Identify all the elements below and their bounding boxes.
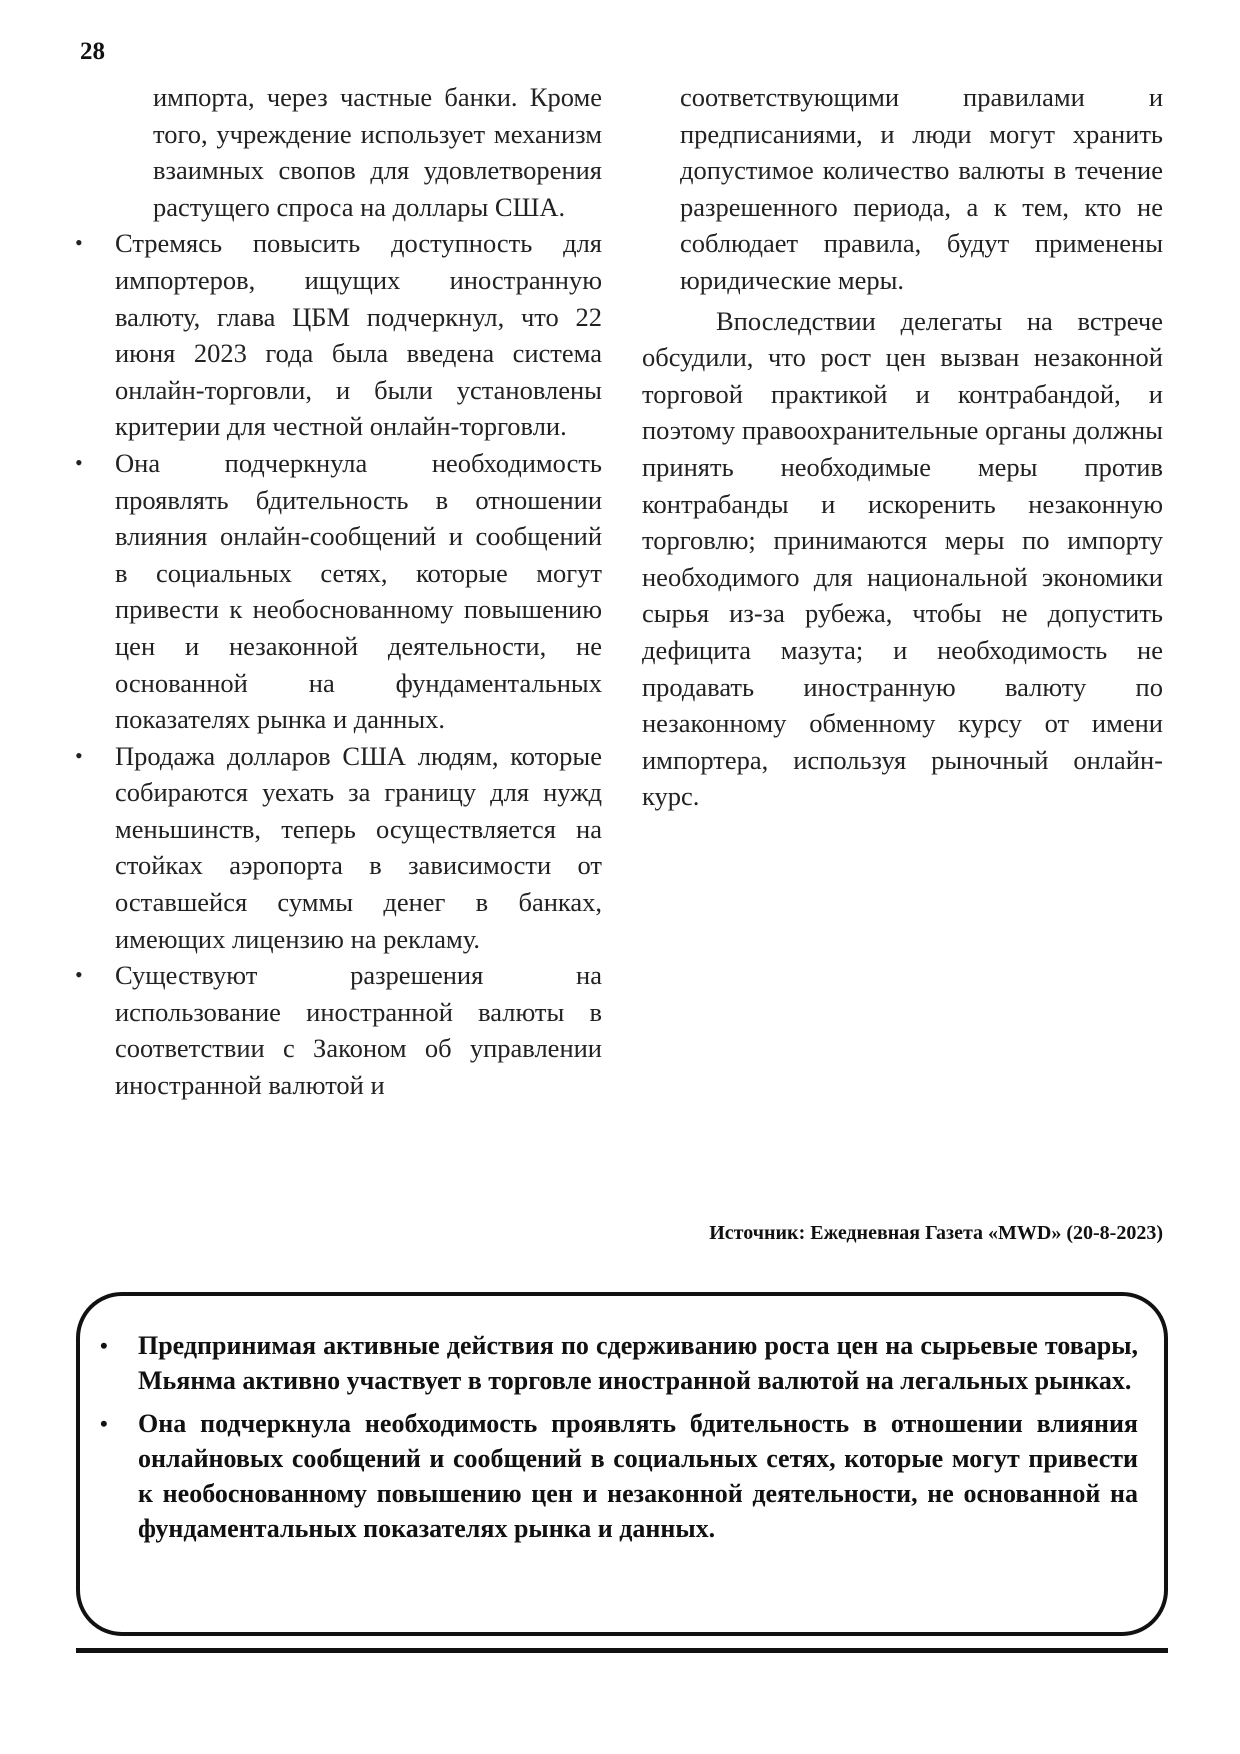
source-citation: Источник: Ежедневная Газета «MWD» (20-8-2023) — [709, 1222, 1163, 1244]
right-continuation-paragraph: соответствующими правилами и предписаниями, и люди могут хранить допустимое количество валюты в течение разрешенного периода, а к тем, кто не соблюдает правила, будут применены юридические меры. — [680, 82, 1163, 295]
bullet-icon: • — [75, 230, 83, 256]
summary-item-text: Предпринимая активные действия по сдерживанию роста цен на сырьевые товары, Мьянма активно участвует в торговле иностранной валютой на легальных рынках. — [138, 1331, 1138, 1395]
list-item-text: Продажа долларов США людям, которые собираются уехать за границу для нужд меньшинств, теперь осуществляется на стойках аэропорта в зависимости от оставшейся суммы денег в банках, имеющих лицензию на рекламу. — [115, 740, 602, 954]
right-body-paragraph: Впоследствии делегаты на встрече обсудили, что рост цен вызван незаконной торговой практикой и контрабандой, и поэтому правоохранительные органы должны принять необходимые меры против контрабанды и искоренить незаконную торговлю; принимаются меры по импорту необходимого для национальной экономики сырья из-за рубежа, чтобы не допустить дефицита мазута; и необходимость не продавать иностранную валюту по незаконному обменному курсу от имени импортера, используя рыночный онлайн-курс. — [642, 305, 1163, 812]
summary-item — [100, 1406, 1138, 1546]
summary-box — [76, 1292, 1168, 1636]
page-number: 28 — [80, 38, 105, 65]
left-column — [75, 79, 602, 1104]
summary-item-text: Она подчеркнула необходимость проявлять бдительность в отношении влияния онлайновых сообщений и сообщений в социальных сетях, которые могут привести к необоснованному повышению цен и незаконной деятельности, не основанной на фундаментальных показателях рынка и данных. — [138, 1409, 1138, 1543]
list-item — [75, 957, 602, 1103]
list-item-text: Стремясь повысить доступность для импортеров, ищущих иностранную валюту, глава ЦБМ подчеркнул, что 22 июня 2023 года была введена система онлайн-торговли, и были установлены критерии для честной онлайн-торговли. — [115, 228, 602, 442]
bullet-icon: • — [75, 742, 83, 768]
right-column — [642, 79, 1163, 815]
summary-bullet-list — [100, 1328, 1138, 1554]
list-item — [75, 225, 602, 445]
summary-item — [100, 1328, 1138, 1398]
list-item — [75, 445, 602, 738]
bullet-icon: • — [75, 962, 83, 988]
left-bullet-list — [75, 225, 602, 1103]
bullet-icon: • — [100, 1411, 108, 1436]
bullet-icon: • — [75, 449, 83, 475]
list-item — [75, 738, 602, 958]
list-item-text: Существуют разрешения на использование иностранной валюты в соответствии с Законом об управлении иностранной валютой и — [115, 960, 602, 1101]
bullet-icon: • — [100, 1333, 108, 1358]
list-item-text: Она подчеркнула необходимость проявлять бдительность в отношении влияния онлайн-сообщений и сообщений в социальных сетях, которые могут привести к необоснованному повышению цен и незаконной деятельности, не основанной на фундаментальных показателях рынка и данных. — [115, 447, 602, 735]
left-continuation-paragraph: импорта, через частные банки. Кроме того, учреждение использует механизм взаимных свопов для удовлетворения растущего спроса на доллары США. — [153, 82, 602, 222]
bottom-divider — [76, 1648, 1168, 1653]
